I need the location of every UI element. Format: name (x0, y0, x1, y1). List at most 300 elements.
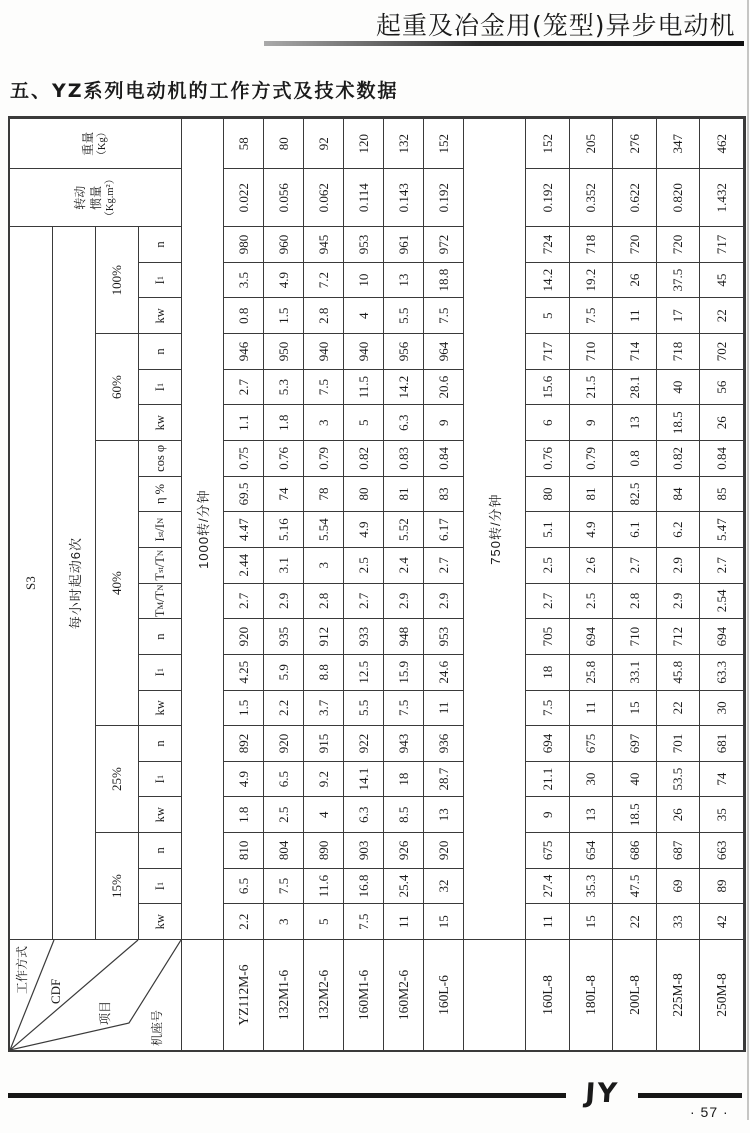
data-cell: 0.84 (700, 440, 744, 476)
corner-label-duty-mode: 工作方式 (15, 945, 29, 994)
header-rule (264, 41, 744, 46)
data-cell: 2.5 (264, 796, 304, 832)
data-cell: 956 (384, 333, 424, 369)
data-cell: 35 (700, 796, 744, 832)
data-cell: 15.9 (384, 654, 424, 690)
data-cell: 2.5 (344, 547, 384, 583)
data-cell: 922 (344, 725, 384, 761)
data-cell: 0.352 (570, 168, 613, 226)
data-cell: 7.5 (424, 297, 464, 333)
duty-percent-cell: 60% (96, 333, 139, 440)
data-cell: 3 (264, 903, 304, 939)
column-label-cell: kw (139, 796, 182, 832)
data-cell: 11 (613, 297, 657, 333)
corner-header-cell (10, 939, 182, 1050)
data-cell: 69 (657, 868, 700, 904)
data-cell: 654 (570, 832, 613, 868)
column-label-cell: n (139, 832, 182, 868)
data-cell: 2.9 (657, 583, 700, 619)
inertia-header-line2: 惯量 (88, 185, 103, 210)
data-cell: 694 (700, 618, 744, 654)
column-label-cell: η % (139, 476, 182, 512)
data-cell: 2.7 (344, 583, 384, 619)
data-cell: 2.9 (657, 547, 700, 583)
data-cell: 687 (657, 832, 700, 868)
data-cell: 120 (344, 118, 384, 168)
data-cell: 24.6 (424, 654, 464, 690)
duty-percent-cell: 25% (96, 725, 139, 832)
duty-type-cell: S3 (10, 226, 53, 939)
data-cell: 7.5 (570, 297, 613, 333)
data-cell: 132 (384, 118, 424, 168)
data-cell: 718 (570, 226, 613, 262)
data-cell: 0.062 (304, 168, 344, 226)
column-label-cell: I 1 (139, 369, 182, 405)
data-cell: 74 (700, 761, 744, 797)
model-cell: 160M2-6 (384, 939, 424, 1050)
data-cell: 935 (264, 618, 304, 654)
data-cell: 15 (613, 690, 657, 726)
data-cell: 720 (657, 226, 700, 262)
data-cell: 964 (424, 333, 464, 369)
data-cell: 6.5 (224, 868, 264, 904)
data-cell: 20.6 (424, 369, 464, 405)
data-cell: 152 (424, 118, 464, 168)
data-cell: 912 (304, 618, 344, 654)
data-cell: 1.432 (700, 168, 744, 226)
data-cell: 12.5 (344, 654, 384, 690)
data-cell: 960 (264, 226, 304, 262)
data-cell: 5 (304, 903, 344, 939)
data-cell: 21.5 (570, 369, 613, 405)
data-cell: 13 (613, 404, 657, 440)
data-cell: 11 (570, 690, 613, 726)
data-cell: 0.114 (344, 168, 384, 226)
data-cell: 37.5 (657, 262, 700, 298)
data-cell: 710 (570, 333, 613, 369)
data-cell: 26 (700, 404, 744, 440)
data-cell: 943 (384, 725, 424, 761)
data-cell: 3.7 (304, 690, 344, 726)
data-cell: 972 (424, 226, 464, 262)
data-cell: 945 (304, 226, 344, 262)
data-cell: 953 (344, 226, 384, 262)
data-cell: 40 (613, 761, 657, 797)
column-label-cell: cos φ (139, 440, 182, 476)
data-cell: 33.1 (613, 654, 657, 690)
data-cell: 3.1 (264, 547, 304, 583)
speed-row-label: 750转/分钟 (464, 118, 526, 939)
data-cell: 0.79 (304, 440, 344, 476)
data-cell: 2.4 (384, 547, 424, 583)
data-cell: 2.9 (264, 583, 304, 619)
data-cell: 0.75 (224, 440, 264, 476)
footer-rule-right (638, 1093, 742, 1098)
data-cell: 6.17 (424, 511, 464, 547)
duty-percent-cell: 100% (96, 226, 139, 333)
page-number: · 57 · (690, 1104, 729, 1120)
data-cell: 18 (384, 761, 424, 797)
data-cell: 22 (657, 690, 700, 726)
data-cell: 0.192 (526, 168, 570, 226)
data-cell: 6.2 (657, 511, 700, 547)
data-cell: 9 (570, 404, 613, 440)
publisher-logo: JY (584, 1078, 620, 1109)
data-cell: 152 (526, 118, 570, 168)
data-cell: 712 (657, 618, 700, 654)
data-cell: 74 (264, 476, 304, 512)
data-cell: 0.192 (424, 168, 464, 226)
data-cell: 4.9 (264, 262, 304, 298)
data-cell: 63.3 (700, 654, 744, 690)
data-cell: 85 (700, 476, 744, 512)
column-label-cell: T st /T N (139, 547, 182, 583)
data-cell: 0.79 (570, 440, 613, 476)
empty-cell (464, 939, 526, 1050)
data-cell: 3.5 (224, 262, 264, 298)
model-cell: 180L-8 (570, 939, 613, 1050)
data-cell: 11.6 (304, 868, 344, 904)
data-cell: 0.84 (424, 440, 464, 476)
column-label-cell: n (139, 226, 182, 262)
data-cell: 15 (424, 903, 464, 939)
data-cell: 0.143 (384, 168, 424, 226)
data-cell: 2.9 (424, 583, 464, 619)
data-cell: 946 (224, 333, 264, 369)
data-cell: 950 (264, 333, 304, 369)
data-cell: 0.76 (264, 440, 304, 476)
data-cell: 22 (613, 903, 657, 939)
data-cell: 9.2 (304, 761, 344, 797)
data-cell: 18 (526, 654, 570, 690)
data-cell: 30 (700, 690, 744, 726)
data-cell: 347 (657, 118, 700, 168)
data-cell: 948 (384, 618, 424, 654)
model-cell: 132M1-6 (264, 939, 304, 1050)
data-cell: 45.8 (657, 654, 700, 690)
data-cell: 980 (224, 226, 264, 262)
data-cell: 4 (344, 297, 384, 333)
data-cell: 83 (424, 476, 464, 512)
data-cell: 936 (424, 725, 464, 761)
column-label-cell: n (139, 725, 182, 761)
data-cell: 42 (700, 903, 744, 939)
data-cell: 2.5 (526, 547, 570, 583)
data-cell: 2.8 (304, 583, 344, 619)
data-cell: 1.8 (264, 404, 304, 440)
data-cell: 6.1 (613, 511, 657, 547)
data-cell: 892 (224, 725, 264, 761)
data-cell: 702 (700, 333, 744, 369)
data-cell: 25.4 (384, 868, 424, 904)
empty-cell (182, 939, 224, 1050)
data-cell: 4.47 (224, 511, 264, 547)
data-cell: 5.16 (264, 511, 304, 547)
data-cell: 30 (570, 761, 613, 797)
data-cell: 14.2 (526, 262, 570, 298)
column-label-cell: T M /T N (139, 583, 182, 619)
data-cell: 0.056 (264, 168, 304, 226)
section-title: 五、YZ系列电动机的工作方式及技术数据 (10, 80, 399, 102)
data-cell: 5 (344, 404, 384, 440)
data-cell: 80 (526, 476, 570, 512)
data-cell: 18.5 (657, 404, 700, 440)
data-cell: 0.8 (613, 440, 657, 476)
data-cell: 45 (700, 262, 744, 298)
data-cell: 7.2 (304, 262, 344, 298)
data-cell: 0.82 (344, 440, 384, 476)
weight-header-unit: （Kg） (97, 126, 109, 161)
data-cell: 69.5 (224, 476, 264, 512)
data-cell: 8.5 (384, 796, 424, 832)
data-cell: 718 (657, 333, 700, 369)
data-cell: 6.5 (264, 761, 304, 797)
data-cell: 25.8 (570, 654, 613, 690)
data-cell: 27.4 (526, 868, 570, 904)
data-cell: 462 (700, 118, 744, 168)
data-cell: 2.5 (570, 583, 613, 619)
duty-percent-cell: 40% (96, 440, 139, 725)
data-cell: 2.7 (526, 583, 570, 619)
data-cell: 0.82 (657, 440, 700, 476)
data-cell: 58 (224, 118, 264, 168)
data-cell: 940 (344, 333, 384, 369)
data-cell: 915 (304, 725, 344, 761)
data-cell: 15 (570, 903, 613, 939)
column-label-cell: kw (139, 690, 182, 726)
data-cell: 13 (424, 796, 464, 832)
column-label-cell: kw (139, 404, 182, 440)
inertia-header-unit: （Kg.m²） (105, 173, 117, 222)
model-cell: 225M-8 (657, 939, 700, 1050)
data-cell: 10 (344, 262, 384, 298)
data-cell: 7.5 (384, 690, 424, 726)
data-cell: 714 (613, 333, 657, 369)
data-cell: 0.76 (526, 440, 570, 476)
data-cell: 890 (304, 832, 344, 868)
data-cell: 32 (424, 868, 464, 904)
data-cell: 694 (526, 725, 570, 761)
data-cell: 80 (344, 476, 384, 512)
data-cell: 724 (526, 226, 570, 262)
data-cell: 15.6 (526, 369, 570, 405)
duty-percent-cell: 15% (96, 832, 139, 939)
data-cell: 5.52 (384, 511, 424, 547)
data-cell: 5.3 (264, 369, 304, 405)
model-cell: 160L-8 (526, 939, 570, 1050)
column-label-cell: I st /I N (139, 511, 182, 547)
data-cell: 28.7 (424, 761, 464, 797)
weight-header-line1: 重量 (80, 131, 95, 156)
data-cell: 11 (384, 903, 424, 939)
data-cell: 3 (304, 547, 344, 583)
footer-rule-left (8, 1093, 566, 1098)
data-cell: 14.2 (384, 369, 424, 405)
data-cell: 3 (304, 404, 344, 440)
data-cell: 2.44 (224, 547, 264, 583)
data-cell: 2.8 (613, 583, 657, 619)
data-cell: 4.9 (224, 761, 264, 797)
data-cell: 2.7 (224, 583, 264, 619)
data-cell: 1.1 (224, 404, 264, 440)
data-cell: 28.1 (613, 369, 657, 405)
model-cell: 132M2-6 (304, 939, 344, 1050)
data-cell: 80 (264, 118, 304, 168)
data-cell: 5 (526, 297, 570, 333)
data-cell: 920 (264, 725, 304, 761)
data-cell: 1.8 (224, 796, 264, 832)
data-cell: 2.2 (264, 690, 304, 726)
data-cell: 961 (384, 226, 424, 262)
data-cell: 4 (304, 796, 344, 832)
data-cell: 5.9 (264, 654, 304, 690)
data-cell: 717 (700, 226, 744, 262)
data-cell: 56 (700, 369, 744, 405)
speed-row-label: 1000转/分钟 (182, 118, 224, 939)
data-cell: 8.8 (304, 654, 344, 690)
data-cell: 2.9 (384, 583, 424, 619)
data-cell: 9 (424, 404, 464, 440)
data-cell: 81 (570, 476, 613, 512)
corner-label-frame: 机座号 (150, 1009, 164, 1046)
page-header-title: 起重及冶金用(笼型)异步电动机 (376, 11, 736, 40)
data-cell: 717 (526, 333, 570, 369)
data-cell: 2.7 (424, 547, 464, 583)
data-cell: 5.1 (526, 511, 570, 547)
data-cell: 940 (304, 333, 344, 369)
weight-header-cell (10, 118, 182, 168)
data-cell: 26 (613, 262, 657, 298)
data-cell: 697 (613, 725, 657, 761)
inertia-header-cell (10, 168, 182, 226)
data-cell: 903 (344, 832, 384, 868)
data-cell: 4.25 (224, 654, 264, 690)
data-cell: 701 (657, 725, 700, 761)
corner-label-item: 项目 (98, 1000, 112, 1025)
data-cell: 0.622 (613, 168, 657, 226)
model-cell: 250M-8 (700, 939, 744, 1050)
data-cell: 7.5 (344, 903, 384, 939)
data-cell: 1.5 (264, 297, 304, 333)
corner-label-cdf: CDF (48, 978, 63, 1004)
data-cell: 681 (700, 725, 744, 761)
column-label-cell: I 1 (139, 761, 182, 797)
data-cell: 953 (424, 618, 464, 654)
data-cell: 4.9 (344, 511, 384, 547)
data-cell: 7.5 (526, 690, 570, 726)
data-cell: 2.8 (304, 297, 344, 333)
data-cell: 13 (570, 796, 613, 832)
data-cell: 5.47 (700, 511, 744, 547)
data-cell: 205 (570, 118, 613, 168)
data-cell: 694 (570, 618, 613, 654)
data-cell: 81 (384, 476, 424, 512)
column-label-cell: kw (139, 903, 182, 939)
data-cell: 84 (657, 476, 700, 512)
data-cell: 920 (224, 618, 264, 654)
data-cell: 2.2 (224, 903, 264, 939)
inertia-header-line1: 转动 (73, 185, 88, 210)
data-cell: 6.3 (384, 404, 424, 440)
data-cell: 2.7 (700, 547, 744, 583)
data-cell: 40 (657, 369, 700, 405)
column-label-cell: n (139, 618, 182, 654)
spec-table-grid (8, 116, 746, 1052)
data-cell: 705 (526, 618, 570, 654)
data-cell: 2.6 (570, 547, 613, 583)
data-cell: 13 (384, 262, 424, 298)
model-cell: 200L-8 (613, 939, 657, 1050)
data-cell: 276 (613, 118, 657, 168)
column-label-cell: I 1 (139, 654, 182, 690)
data-cell: 14.1 (344, 761, 384, 797)
data-cell: 82.5 (613, 476, 657, 512)
data-cell: 933 (344, 618, 384, 654)
model-cell: YZ112M-6 (224, 939, 264, 1050)
model-cell: 160L-6 (424, 939, 464, 1050)
data-cell: 11 (424, 690, 464, 726)
data-cell: 1.5 (224, 690, 264, 726)
data-cell: 804 (264, 832, 304, 868)
data-cell: 710 (613, 618, 657, 654)
data-cell: 2.7 (224, 369, 264, 405)
data-cell: 19.2 (570, 262, 613, 298)
data-cell: 5.5 (384, 297, 424, 333)
data-cell: 720 (613, 226, 657, 262)
data-cell: 78 (304, 476, 344, 512)
data-cell: 18.5 (613, 796, 657, 832)
data-cell: 5.54 (304, 511, 344, 547)
data-cell: 686 (613, 832, 657, 868)
data-cell: 0.83 (384, 440, 424, 476)
data-cell: 53.5 (657, 761, 700, 797)
data-cell: 11 (526, 903, 570, 939)
column-label-cell: kw (139, 297, 182, 333)
data-cell: 22 (700, 297, 744, 333)
data-cell: 4.9 (570, 511, 613, 547)
data-cell: 2.54 (700, 583, 744, 619)
data-cell: 9 (526, 796, 570, 832)
data-cell: 675 (526, 832, 570, 868)
starts-per-hour-cell: 每小时起动6次 (53, 226, 96, 939)
data-cell: 7.5 (264, 868, 304, 904)
data-cell: 5.5 (344, 690, 384, 726)
data-cell: 21.1 (526, 761, 570, 797)
data-cell: 6.3 (344, 796, 384, 832)
data-cell: 89 (700, 868, 744, 904)
data-cell: 675 (570, 725, 613, 761)
data-cell: 18.8 (424, 262, 464, 298)
data-cell: 7.5 (304, 369, 344, 405)
data-cell: 810 (224, 832, 264, 868)
data-cell: 16.8 (344, 868, 384, 904)
scan-page-edge (747, 0, 749, 1120)
data-cell: 0.022 (224, 168, 264, 226)
data-cell: 92 (304, 118, 344, 168)
data-cell: 33 (657, 903, 700, 939)
data-cell: 35.3 (570, 868, 613, 904)
data-cell: 2.7 (613, 547, 657, 583)
data-cell: 26 (657, 796, 700, 832)
model-cell: 160M1-6 (344, 939, 384, 1050)
data-cell: 17 (657, 297, 700, 333)
data-cell: 6 (526, 404, 570, 440)
data-cell: 920 (424, 832, 464, 868)
column-label-cell: I 1 (139, 262, 182, 298)
column-label-cell: n (139, 333, 182, 369)
column-label-cell: I 1 (139, 868, 182, 904)
data-cell: 0.820 (657, 168, 700, 226)
